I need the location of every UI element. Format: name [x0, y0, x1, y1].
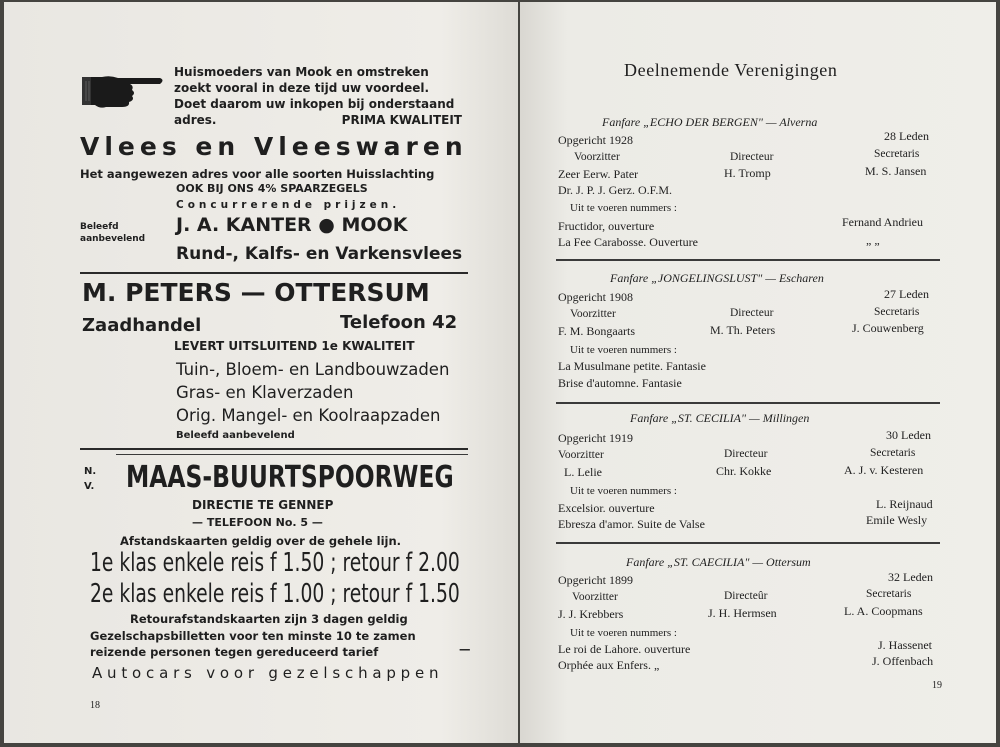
maas-telefoon: — TELEFOON No. 5 —	[192, 516, 323, 529]
label-directeur: Directeur	[724, 448, 768, 460]
pointing-hand-icon	[80, 73, 166, 113]
maas-name: MAAS-BUURTSPOORWEG	[126, 460, 454, 495]
peters-supply: LEVERT UITSLUITEND 1e KWALITEIT	[174, 339, 415, 353]
peters-phone: Telefoon 42	[340, 312, 458, 333]
entry-title: Fanfare „ECHO DER BERGEN" — Alverna	[602, 115, 818, 129]
intro-line	[174, 112, 462, 128]
entry-voorzitter-2: Dr. J. P. J. Gerz. O.F.M.	[558, 183, 673, 197]
recommend-line: aanbevelend	[80, 234, 146, 244]
entry-members: 27 Leden	[884, 287, 929, 301]
piece-title: Orphée aux Enfers. „	[558, 658, 660, 672]
left-page	[4, 2, 518, 743]
piece-composer: J. Offenbach	[872, 654, 934, 668]
seed-item: Tuin-, Bloem- en Landbouwzaden	[176, 360, 450, 379]
label-voorzitter: Voorzitter	[572, 591, 618, 603]
entry-title: Fanfare „ST. CECILIA" — Millingen	[630, 411, 810, 425]
entry-secretaris: A. J. v. Kesteren	[844, 463, 924, 477]
headline-vlees: Vlees en Vleeswaren	[80, 132, 468, 161]
kanter-meats: Rund-, Kalfs- en Varkensvlees	[176, 244, 463, 264]
entry-divider	[556, 542, 940, 544]
entry-voorzitter: Zeer Eerw. Pater	[558, 167, 639, 181]
label-uit: Uit te voeren nummers :	[570, 485, 677, 497]
piece-title: La Musulmane petite. Fantasie	[558, 359, 706, 373]
maas-fare-1: 1e klas enkele reis f 1.50 ; retour f 2.00	[90, 548, 460, 578]
intro-line: zoekt vooral in deze tijd uw voordeel.	[174, 81, 430, 95]
label-directeur: Directeûr	[724, 590, 768, 602]
kanter-line-2: OOK BIJ ONS 4% SPAARZEGELS	[176, 182, 368, 195]
entry-title: Fanfare „JONGELINGSLUST" — Escharen	[610, 271, 824, 285]
peters-name: M. PETERS — OTTERSUM	[82, 278, 430, 307]
seed-item: Orig. Mangel- en Koolraapzaden	[176, 406, 441, 425]
peters-recommend: Beleefd aanbevelend	[176, 430, 295, 441]
peters-trade: Zaadhandel	[82, 315, 202, 336]
piece-title: La Fee Carabosse. Ouverture	[558, 235, 698, 249]
entry-founded: Opgericht 1899	[558, 573, 633, 587]
entry-members: 32 Leden	[888, 570, 933, 584]
kanter-name: J. A. KANTER ● MOOK	[176, 214, 408, 236]
intro-line: Doet daarom uw inkopen bij onderstaand	[174, 97, 455, 111]
maas-dash: —	[459, 642, 471, 656]
entry-directeur: Chr. Kokke	[716, 464, 772, 478]
entry-divider	[556, 259, 940, 261]
piece-composer: „ „	[866, 233, 880, 247]
label-directeur: Directeur	[730, 151, 774, 163]
piece-title: Le roi de Lahore. ouverture	[558, 642, 691, 656]
page-number-left: 18	[90, 700, 100, 711]
nv-letter: V.	[84, 481, 95, 492]
label-voorzitter: Voorzitter	[558, 449, 604, 461]
piece-composer: L. Reijnaud	[876, 497, 933, 511]
maas-autocars: Autocars voor gezelschappen	[92, 664, 444, 682]
piece-composer: J. Hassenet	[878, 638, 932, 652]
kanter-line-1: Het aangewezen adres voor alle soorten Huisslachting	[80, 167, 435, 181]
piece-title: Fructidor, ouverture	[558, 219, 655, 233]
entry-secretaris: L. A. Coopmans	[844, 604, 923, 618]
kanter-line-3: Concurrerende prijzen.	[176, 199, 401, 211]
maas-afstand: Afstandskaarten geldig over de gehele lijn.	[120, 534, 402, 548]
seed-item: Gras- en Klaverzaden	[176, 383, 354, 402]
label-voorzitter: Voorzitter	[574, 151, 620, 163]
entry-directeur: H. Tromp	[724, 166, 771, 180]
entry-voorzitter: L. Lelie	[564, 465, 602, 479]
entry-voorzitter: J. J. Krebbers	[558, 607, 624, 621]
label-secretaris: Secretaris	[866, 588, 912, 600]
right-page	[520, 2, 996, 743]
label-uit: Uit te voeren nummers :	[570, 627, 677, 639]
label-secretaris: Secretaris	[874, 306, 920, 318]
piece-composer: Emile Wesly	[866, 513, 928, 527]
entry-founded: Opgericht 1908	[558, 290, 633, 304]
entry-directeur: J. H. Hermsen	[708, 606, 777, 620]
label-secretaris: Secretaris	[870, 447, 916, 459]
label-voorzitter: Voorzitter	[570, 308, 616, 320]
label-uit: Uit te voeren nummers :	[570, 202, 677, 214]
label-uit: Uit te voeren nummers :	[570, 344, 677, 356]
peters-items	[176, 358, 449, 427]
gezelschap-line: reizende personen tegen gereduceerd tarief	[90, 645, 379, 659]
divider-1	[80, 272, 468, 274]
entry-divider	[556, 402, 940, 404]
entry-title: Fanfare „ST. CAECILIA" — Ottersum	[626, 555, 811, 569]
quality-text: PRIMA KWALITEIT	[341, 113, 462, 127]
maas-nv	[84, 464, 96, 494]
kanter-intro	[174, 64, 462, 128]
entry-members: 28 Leden	[884, 129, 929, 143]
entry-secretaris: M. S. Jansen	[865, 164, 927, 178]
divider-2	[80, 448, 468, 450]
maas-directie: DIRECTIE TE GENNEP	[192, 498, 334, 512]
entry-founded: Opgericht 1928	[558, 133, 633, 147]
intro-line: Huismoeders van Mook en omstreken	[174, 65, 429, 79]
entry-members: 30 Leden	[886, 428, 931, 442]
label-directeur: Directeur	[730, 307, 774, 319]
piece-title: Brise d'automne. Fantasie	[558, 376, 682, 390]
maas-fare-2: 2e klas enkele reis f 1.00 ; retour f 1.50	[90, 579, 460, 609]
piece-composer: Fernand Andrieu	[842, 215, 923, 229]
maas-gezelschap	[90, 628, 416, 660]
label-secretaris: Secretaris	[874, 148, 920, 160]
maas-retour: Retourafstandskaarten zijn 3 dagen geldig	[130, 612, 408, 626]
page-number-right: 19	[932, 680, 942, 691]
entry-founded: Opgericht 1919	[558, 431, 633, 445]
piece-title: Excelsior. ouverture	[558, 501, 655, 515]
entry-voorzitter: F. M. Bongaarts	[558, 324, 636, 338]
entry-directeur: M. Th. Peters	[710, 323, 776, 337]
recommend-line: Beleefd	[80, 222, 119, 232]
kanter-recommend	[80, 221, 145, 245]
entry-secretaris: J. Couwenberg	[852, 321, 924, 335]
divider-2b	[116, 454, 468, 455]
page-heading: Deelnemende Verenigingen	[624, 60, 838, 80]
intro-last: adres.	[174, 113, 217, 127]
piece-title: Ebresza d'amor. Suite de Valse	[558, 517, 705, 531]
gezelschap-line: Gezelschapsbilletten voor ten minste 10 te zamen	[90, 629, 416, 643]
nv-letter: N.	[84, 466, 97, 477]
